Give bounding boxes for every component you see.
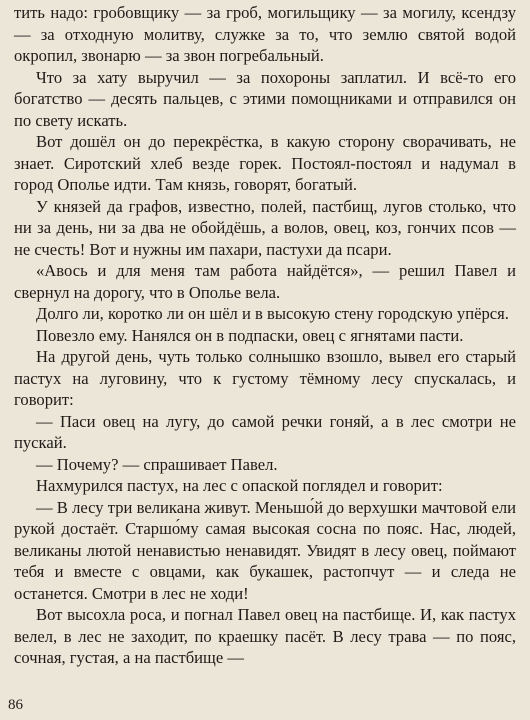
paragraph: Повезло ему. Нанялся он в подпаски, овец с ягнятами пасти. <box>36 325 464 345</box>
paragraph: тить надо: гробовщику — за гроб, могильщику — за могилу, ксендзу — за отходную молитву, служке за то, что землю святой водой окропил, звонарю — за звон погребальный. <box>14 3 516 65</box>
body-text <box>14 2 516 669</box>
page-number: 86 <box>8 697 23 713</box>
paragraph: У князей да графов, известно, полей, пастбищ, лугов столько, что ни за день, ни за два не обойдёшь, а волов, овец, коз, гончих псов — не счесть! Вот и нужны им пахари, пастухи да псари. <box>14 196 516 259</box>
dialogue-line: — Почему? — спрашивает Павел. <box>36 454 278 474</box>
paragraph: Вот высохла роса, и погнал Павел овец на пастбище. И, как пастух велел, в лес не заходит, по краешку пасёт. В лесу трава — по пояс, сочная, густая, а на пастбище — <box>14 605 516 667</box>
paragraph: Нахмурился пастух, на лес с опаской поглядел и говорит: <box>36 476 443 495</box>
paragraph: Вот дошёл он до перекрёстка, в какую сторону сворачивать, не знает. Сиротский хлеб везде горек. Постоял-постоял и надумал в город Ополье идти. Там князь, говорят, богатый. <box>14 132 516 194</box>
paragraph: Что за хату выручил — за похороны заплатил. И всё-то его богатство — десять пальцев, с этими помощниками и отправился он по свету искать. <box>14 67 516 130</box>
dialogue-line: — Паси овец на лугу, до самой речки гоняй, а в лес смотри не пускай. <box>14 411 516 452</box>
paragraph: «Авось и для меня там работа найдётся», — решил Павел и свернул на дорогу, что в Ополье вела. <box>14 261 516 302</box>
paragraph: На другой день, чуть только солнышко взошло, вывел его старый пастух на луговину, что к густому тёмному лесу спускалась, и говорит: <box>14 347 516 409</box>
dialogue-line: — В лесу три великана живут. Меньшо́й до верхушки мачтовой ели рукой достаёт. Старшо́му самая высокая сосна по пояс. Нас, людей, великаны лютой ненавистью ненавидят. Увидят в лесу овец, поймают тебя и вместе с овцами, как букашек, растопчут — и следа не останется. Смотри в лес не ходи! <box>14 497 516 603</box>
paragraph: Долго ли, коротко ли он шёл и в высокую стену городскую упёрся. <box>36 304 509 323</box>
